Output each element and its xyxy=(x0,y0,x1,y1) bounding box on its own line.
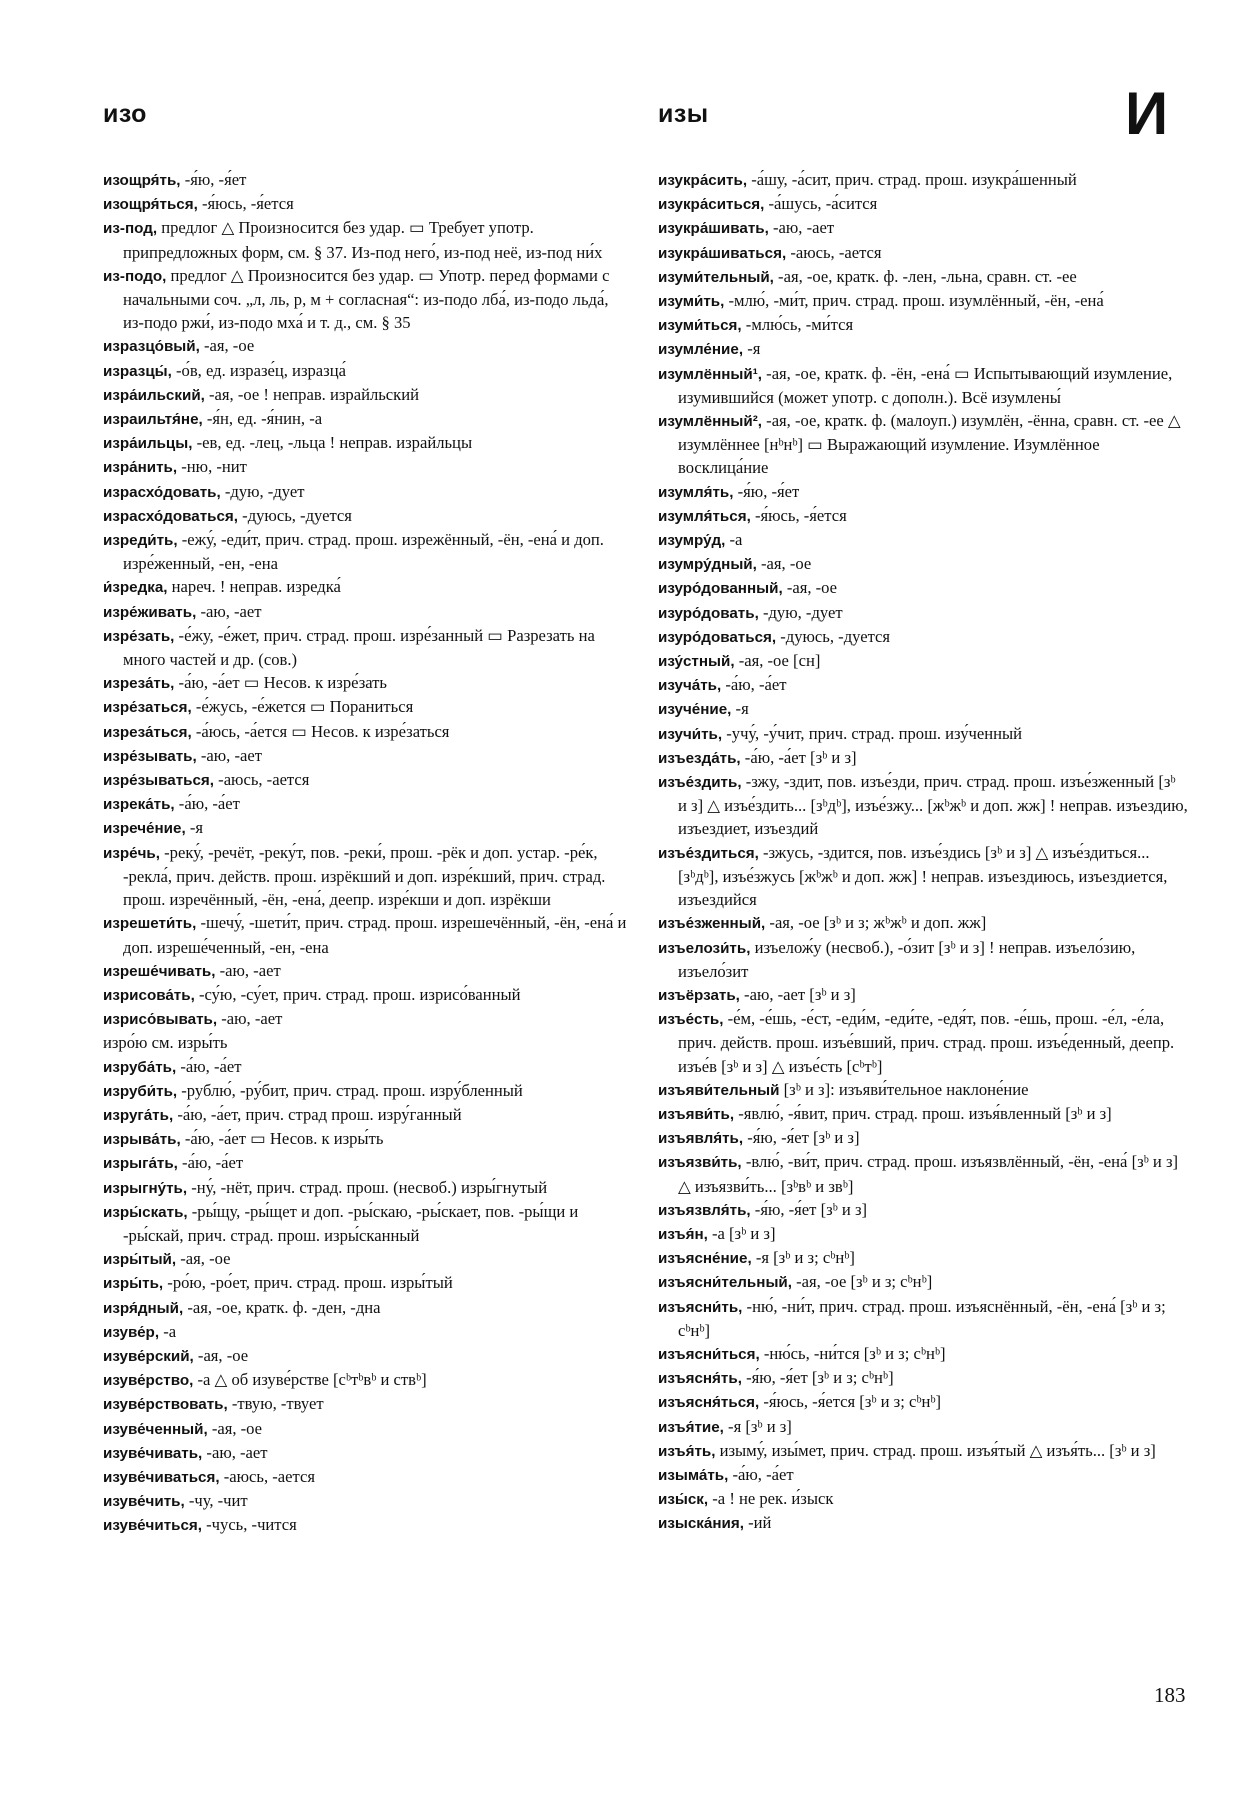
dictionary-entry xyxy=(658,1078,1188,1102)
entry-definition: -дую, -дует xyxy=(758,602,843,622)
entry-headword: изуро́довать, xyxy=(658,604,759,622)
entry-headword: изреза́ться, xyxy=(103,723,192,741)
entry-definition: -ню, -нит xyxy=(177,457,247,477)
entry-headword: изу́стный, xyxy=(658,653,735,671)
entry-headword: изреше́чивать, xyxy=(103,962,216,980)
entry-headword: изры́ть, xyxy=(103,1275,164,1293)
entry-definition: -я [зᵇ и з] xyxy=(723,1416,792,1436)
entry-headword: изъясня́ться, xyxy=(658,1394,760,1412)
entry-definition: -я xyxy=(743,339,761,359)
entry-headword: изразцо́вый, xyxy=(103,338,200,356)
entry-definition: -ая, -ое xyxy=(207,1418,263,1438)
entry-headword: изъе́здить, xyxy=(658,774,742,792)
entry-headword: изы́ск, xyxy=(658,1491,709,1509)
entry-definition: -я́юсь, -я́ется xyxy=(197,194,294,214)
entry-definition: -ежу́, -еди́т, прич. страд. прош. изрежённый, -ён, -ена́ и доп. изре́женный, -ен, -ена xyxy=(123,530,604,574)
entry-definition: -ая, -ое, кратк. ф. -лен, -льна, сравн. ст. -ее xyxy=(773,266,1077,286)
entry-definition: -а xyxy=(159,1321,177,1341)
dictionary-entry xyxy=(658,841,1188,912)
dictionary-entry xyxy=(103,1151,633,1175)
entry-definition: нареч. ! неправ. изредка́ xyxy=(167,577,341,597)
entry-headword: изрешети́ть, xyxy=(103,915,197,933)
dictionary-entry xyxy=(658,1150,1188,1197)
entry-headword: изрыга́ть, xyxy=(103,1155,178,1173)
entry-definition: -шечу́, -шети́т, прич. страд. прош. изрешечённый, -ён, -ена́ и доп. изреше́ченный, -ен, -ена xyxy=(123,913,627,957)
entry-definition: -ры́щу, -ры́щет и доп. -ры́скаю, -ры́скает, пов. -ры́щи и -ры́скай, прич. страд. прош. изры́сканный xyxy=(123,1201,579,1245)
entry-definition: -дую, -дует xyxy=(220,481,305,501)
entry-headword: изъезда́ть, xyxy=(658,749,741,767)
entry-definition: -аю, -ает xyxy=(196,601,262,621)
dictionary-entry xyxy=(103,720,633,744)
dictionary-entry xyxy=(658,1102,1188,1126)
entry-headword: изумле́ние, xyxy=(658,341,744,359)
entry-definition: -я xyxy=(731,699,749,719)
entry-definition: -а́ю, -а́ет xyxy=(177,1153,244,1173)
dictionary-entry xyxy=(103,575,633,599)
dictionary-entry xyxy=(103,407,633,431)
entry-definition: -е́жу, -е́жет, прич. страд. прош. изре́занный ▭ Разрезать на много частей и др. (сов.) xyxy=(123,625,595,670)
dictionary-entry xyxy=(658,313,1188,337)
entry-headword: изра́нить, xyxy=(103,459,178,477)
entry-definition: -ая, -ое xyxy=(756,554,812,574)
entry-definition: -ая, -ое xyxy=(193,1345,249,1365)
dictionary-entry xyxy=(103,1392,633,1416)
entry-definition: -аю, -ает xyxy=(215,960,281,980)
dictionary-entry xyxy=(658,265,1188,289)
dictionary-entry xyxy=(103,959,633,983)
dictionary-entry xyxy=(103,431,633,455)
dictionary-entry xyxy=(103,1344,633,1368)
entry-definition: -я́ю, -я́ет xyxy=(180,170,247,189)
entry-headword: изре́зываться, xyxy=(103,772,215,790)
entry-headword: изуми́тельный, xyxy=(658,268,774,286)
entry-definition: -зжу, -здит, пов. изъе́зди, прич. страд. прош. изъе́зженный [зᵇ и з] △ изъе́здить... [зᵇдᵇ], изъе́зжу... [жᵇжᵇ и доп. жж] ! неправ. изъездию, изъездиет, изъездий xyxy=(678,772,1188,839)
entry-definition: -аю, -ает xyxy=(768,218,835,238)
entry-headword: изуро́доваться, xyxy=(658,628,777,646)
entry-definition: изъелож́у (несвоб.), -о́зит [зᵇ и з] ! неправ. изъело́зию, изъело́зит xyxy=(678,937,1136,981)
dictionary-entry xyxy=(658,409,1188,480)
entry-headword: изумлённый², xyxy=(658,413,763,431)
dictionary-entry xyxy=(658,1246,1188,1270)
entry-headword: изуве́рство, xyxy=(103,1372,194,1390)
entry-definition: -а́ю, -а́ет [зᵇ и з] xyxy=(740,747,857,767)
entry-definition: -рублю́, -ру́бит, прич. страд. прош. изру́бленный xyxy=(177,1080,523,1100)
entry-headword: изумру́д, xyxy=(658,532,726,550)
entry-definition: -а ! не рек. и́зыск xyxy=(708,1489,834,1509)
dictionary-entry xyxy=(658,504,1188,528)
entry-definition: -реку́, -речёт, -реку́т, пов. -реки́, прош. -рёк и доп. устар. -ре́к, -рекла́, прич. действ. прош. изрёкший и доп. изре́кший, прич. страд. прош. изречённый, -ён, -ена́, деепр. изре́кши и доп. изрёкши xyxy=(123,842,606,910)
entry-headword: изрыгну́ть, xyxy=(103,1179,188,1197)
entry-definition: -дуюсь, -дуется xyxy=(776,626,891,646)
entry-headword: изъя́ть, xyxy=(658,1442,716,1460)
entry-definition: -я́ю, -я́ет [зᵇ и з; сᵇнᵇ] xyxy=(741,1368,894,1388)
entry-headword: изразцы́, xyxy=(103,362,172,380)
entry-headword: изъе́здиться, xyxy=(658,844,759,862)
dictionary-entry xyxy=(103,1247,633,1271)
entry-headword: изуча́ть, xyxy=(658,677,722,695)
entry-headword: изощря́ться, xyxy=(103,196,198,214)
entry-definition: -дуюсь, -дуется xyxy=(238,505,352,525)
dictionary-entry xyxy=(103,1271,633,1295)
dictionary-entry xyxy=(658,168,1188,192)
entry-headword: изуче́ние, xyxy=(658,701,732,719)
entry-headword: изре́зать, xyxy=(103,627,175,645)
dictionary-entry xyxy=(103,744,633,768)
dictionary-entry xyxy=(658,576,1188,600)
entry-headword: изъёрзать, xyxy=(658,986,740,1004)
right-running-head: изы xyxy=(658,100,709,128)
dictionary-entry xyxy=(658,1198,1188,1222)
dictionary-entry xyxy=(103,216,633,263)
entry-definition: -ий xyxy=(743,1513,772,1533)
entry-headword: изреза́ть, xyxy=(103,675,175,693)
entry-definition: -аю, -ает xyxy=(196,745,262,765)
dictionary-entry xyxy=(658,1222,1188,1246)
entry-definition: -а́юсь, -а́ется ▭ Несов. к изре́заться xyxy=(191,721,450,741)
dictionary-entry xyxy=(103,168,633,192)
entry-headword: изуве́чить, xyxy=(103,1493,185,1511)
entry-headword: изъясне́ние, xyxy=(658,1250,752,1268)
entry-headword: изумру́дный, xyxy=(658,556,757,574)
entry-headword: израсхо́довать, xyxy=(103,483,221,501)
entry-headword: изъелози́ть, xyxy=(658,939,751,957)
entry-headword: изре́живать, xyxy=(103,603,197,621)
dictionary-entry xyxy=(103,1103,633,1127)
entry-headword: изре́зывать, xyxy=(103,747,197,765)
dictionary-entry xyxy=(103,504,633,528)
dictionary-entry xyxy=(658,1511,1188,1535)
entry-definition: -ев, ед. -лец, -льца ! неправ. израйльцы xyxy=(192,433,473,453)
left-column xyxy=(103,168,633,1538)
entry-definition: -я́ю, -я́ет xyxy=(733,481,800,501)
entry-headword: изъясни́тельный, xyxy=(658,1274,792,1292)
entry-definition: -а́ю, -а́ет ▭ Несов. к изре́зать xyxy=(174,673,387,693)
entry-definition: -твую, -твует xyxy=(227,1394,324,1414)
entry-definition: -явлю́, -я́вит, прич. страд. прош. изъя́вленный [зᵇ и з] xyxy=(734,1103,1112,1123)
entry-definition: -а́ю, -а́ет xyxy=(721,675,787,695)
right-column xyxy=(658,168,1188,1536)
entry-definition: -аюсь, -ается xyxy=(219,1466,315,1486)
dictionary-entry xyxy=(658,1463,1188,1487)
dictionary-entry xyxy=(103,1055,633,1079)
dictionary-entry xyxy=(103,1176,633,1200)
dictionary-entry xyxy=(103,911,633,958)
entry-definition: -а́шу, -а́сит, прич. страд. прош. изукра́шенный xyxy=(747,170,1077,189)
dictionary-entry xyxy=(103,1296,633,1320)
entry-definition: -аюсь, -ается xyxy=(786,242,882,262)
dictionary-entry xyxy=(658,289,1188,313)
entry-headword: изумля́ть, xyxy=(658,483,734,501)
dictionary-entry xyxy=(658,216,1188,240)
entry-headword: изыма́ть, xyxy=(658,1466,729,1484)
entry-definition: -я́ю, -я́ет [зᵇ и з] xyxy=(743,1128,860,1148)
entry-headword: изрыва́ть, xyxy=(103,1131,181,1149)
dictionary-entry xyxy=(103,1007,633,1031)
entry-definition: -а xyxy=(725,530,743,550)
entry-definition: -а́ю, -а́ет xyxy=(176,1056,242,1076)
dictionary-entry xyxy=(658,911,1188,935)
entry-headword: изыска́ния, xyxy=(658,1515,744,1533)
entry-headword: изре́чь, xyxy=(103,844,160,862)
entry-headword: изрисо́вывать, xyxy=(103,1011,218,1029)
entry-headword: изуро́дованный, xyxy=(658,580,783,598)
entry-definition: -ая, -ое [сн] xyxy=(734,651,821,671)
entry-headword: изъяви́ть, xyxy=(658,1105,735,1123)
entry-definition: -я́ю, -я́ет [зᵇ и з] xyxy=(750,1199,868,1219)
entry-definition: -я [зᵇ и з; сᵇнᵇ] xyxy=(751,1248,855,1268)
dictionary-entry xyxy=(103,600,633,624)
entry-definition: -а́ю, -а́ет xyxy=(728,1464,794,1484)
entry-headword: изукра́сить, xyxy=(658,172,748,189)
entry-headword: изры́тый, xyxy=(103,1251,177,1269)
entry-definition: -ая, -ое, кратк. ф. (малоуп.) изумлён, -ённа, сравн. ст. -ее △ изумлённее [нᵇнᵇ] ▭ Выражающий изумление. Изумлённое восклица́ние xyxy=(678,411,1181,478)
dictionary-entry xyxy=(658,1342,1188,1366)
entry-definition: -я xyxy=(185,818,203,838)
entry-headword: изуве́чиваться, xyxy=(103,1468,220,1486)
entry-headword: изъя́тие, xyxy=(658,1418,724,1436)
entry-definition: -е́м, -е́шь, -е́ст, -еди́м, -еди́те, -едя́т, пов. -е́шь, прош. -е́л, -е́ла, прич. действ. прош. изъе́вший, прич. страд. прош. изъе́денный, деепр. изъе́в [зᵇ и з] △ изъе́сть [сᵇтᵇ] xyxy=(678,1009,1175,1076)
dictionary-entry xyxy=(103,192,633,216)
entry-definition: -а [зᵇ и з] xyxy=(707,1223,776,1243)
dictionary-entry xyxy=(103,1441,633,1465)
entry-definition: -аю, -ает xyxy=(217,1009,283,1029)
entry-definition: -а́ю, -а́ет xyxy=(174,794,240,814)
entry-headword: изра́ильцы, xyxy=(103,435,193,453)
dictionary-entry xyxy=(658,673,1188,697)
dictionary-entry xyxy=(658,983,1188,1007)
dictionary-entry xyxy=(103,455,633,479)
entry-headword: изуми́ть, xyxy=(658,293,725,311)
section-letter: И xyxy=(1125,80,1169,147)
entry-definition: предлог △ Произносится без удар. ▭ Употр. перед формами с начальными соч. „л, ль, р, м + согласная“: из-подо лба́, из-подо льда́, из-подо ржи́, из-подо мха́ и т. д., см. § 35 xyxy=(123,265,610,333)
entry-headword: изъясня́ть, xyxy=(658,1370,742,1388)
entry-headword: и́зредка, xyxy=(103,579,168,597)
dictionary-entry xyxy=(658,192,1188,216)
entry-definition: -аюсь, -ается xyxy=(214,770,310,790)
dictionary-entry xyxy=(103,1079,633,1103)
entry-headword: изумлённый¹, xyxy=(658,365,763,383)
dictionary-entry xyxy=(658,337,1188,361)
entry-headword: изря́дный, xyxy=(103,1299,184,1317)
entry-headword: изукра́ситься, xyxy=(658,196,765,214)
entry-definition: -я́юсь, -я́ется xyxy=(750,505,847,525)
dictionary-entry xyxy=(103,983,633,1007)
dictionary-entry xyxy=(658,936,1188,983)
entry-headword: изъязви́ть, xyxy=(658,1154,742,1172)
entry-definition: -чусь, -чится xyxy=(202,1515,297,1535)
entry-headword: изуве́р, xyxy=(103,1323,160,1341)
dictionary-entry xyxy=(658,362,1188,409)
dictionary-entry xyxy=(103,528,633,575)
dictionary-entry xyxy=(658,480,1188,504)
dictionary-entry xyxy=(658,770,1188,841)
entry-definition: -ая, -ое xyxy=(199,336,255,356)
entry-headword: из-под, xyxy=(103,220,158,238)
entry-headword: изре́заться, xyxy=(103,699,192,717)
dictionary-entry xyxy=(658,1390,1188,1414)
entry-headword: изуве́читься, xyxy=(103,1517,202,1535)
dictionary-entry xyxy=(658,1439,1188,1463)
entry-headword: изруба́ть, xyxy=(103,1058,177,1076)
entry-headword: изукра́шивать, xyxy=(658,220,769,238)
entry-headword: изъясни́ть, xyxy=(658,1298,743,1316)
dictionary-entry xyxy=(658,1366,1188,1390)
entry-definition: -о́в, ед. изразе́ц, изразца́ xyxy=(171,360,346,380)
dictionary-entry xyxy=(103,1200,633,1247)
dictionary-entry xyxy=(658,1126,1188,1150)
dictionary-entry xyxy=(103,841,633,912)
entry-headword: изруби́ть, xyxy=(103,1082,178,1100)
dictionary-entry xyxy=(103,383,633,407)
entry-headword: изощря́ть, xyxy=(103,172,181,189)
dictionary-entry xyxy=(658,697,1188,721)
entry-headword: изъязвля́ть, xyxy=(658,1201,751,1219)
entry-definition: -млю́, -ми́т, прич. страд. прош. изумлённый, -ён, -ена́ xyxy=(724,291,1104,311)
dictionary-entry xyxy=(658,552,1188,576)
entry-definition: [зᵇ и з]: изъяви́тельное наклоне́ние xyxy=(779,1079,1029,1099)
entry-headword: изуве́ченный, xyxy=(103,1420,208,1438)
entry-headword: из-подо, xyxy=(103,267,167,285)
entry-headword: изруга́ть, xyxy=(103,1106,174,1124)
entry-definition: -ро́ю, -ро́ет, прич. страд. прош. изры́тый xyxy=(163,1273,453,1293)
entry-definition: -а △ об изуве́рстве [сᵇтᵇвᵇ и ствᵇ] xyxy=(193,1370,427,1390)
entry-definition: -млю́сь, -ми́тся xyxy=(741,315,854,335)
dictionary-entry xyxy=(658,1487,1188,1511)
entry-headword: израильтя́не, xyxy=(103,411,203,429)
dictionary-entry xyxy=(103,359,633,383)
entry-headword: изрека́ть, xyxy=(103,796,175,814)
dictionary-entry xyxy=(103,816,633,840)
entry-definition: -влю́, -ви́т, прич. страд. прош. изъязвлённый, -ён, -ена́ [зᵇ и з] △ изъязви́ть... [зᵇвᵇ и звᵇ] xyxy=(678,1152,1179,1196)
entry-headword: изъе́сть, xyxy=(658,1011,724,1029)
entry-headword: изуве́рствовать, xyxy=(103,1396,228,1414)
dictionary-entry xyxy=(103,1489,633,1513)
entry-headword: изуми́ться, xyxy=(658,317,742,335)
entry-definition: изро́ю см. изры́ть xyxy=(103,1033,228,1053)
entry-definition: -е́жусь, -е́жется ▭ Пораниться xyxy=(191,697,414,717)
dictionary-entry xyxy=(103,768,633,792)
dictionary-entry xyxy=(103,671,633,695)
entry-headword: изры́скать, xyxy=(103,1203,188,1221)
entry-definition: -а́шусь, -а́сится xyxy=(764,194,878,214)
dictionary-entry xyxy=(103,792,633,816)
entry-headword: изумля́ться, xyxy=(658,507,751,525)
entry-headword: израсхо́доваться, xyxy=(103,507,239,525)
entry-definition: -ая, -ое ! неправ. израйльский xyxy=(204,384,419,404)
dictionary-entry xyxy=(103,480,633,504)
entry-headword: изуве́рский, xyxy=(103,1347,194,1365)
entry-headword: изъяви́тельный xyxy=(658,1081,780,1099)
dictionary-entry xyxy=(103,334,633,358)
entry-headword: изъявля́ть, xyxy=(658,1130,744,1148)
entry-definition: -чу, -чит xyxy=(184,1491,248,1511)
dictionary-entry xyxy=(103,695,633,719)
entry-headword: изуве́чивать, xyxy=(103,1444,203,1462)
dictionary-entry xyxy=(103,1465,633,1489)
dictionary-entry xyxy=(658,601,1188,625)
dictionary-entry xyxy=(103,1031,633,1054)
entry-headword: изъя́н, xyxy=(658,1225,708,1243)
dictionary-entry xyxy=(103,1368,633,1392)
dictionary-entry xyxy=(103,1320,633,1344)
entry-definition: -ая, -ое xyxy=(782,578,838,598)
entry-definition: -ну́, -нёт, прич. страд. прош. (несвоб.) изры́гнутый xyxy=(187,1177,548,1197)
dictionary-entry xyxy=(658,241,1188,265)
dictionary-entry xyxy=(658,722,1188,746)
dictionary-entry xyxy=(103,1417,633,1441)
dictionary-entry xyxy=(103,1127,633,1151)
entry-definition: -аю, -ает xyxy=(202,1442,268,1462)
entry-definition: -ая, -ое [зᵇ и з; сᵇнᵇ] xyxy=(791,1272,933,1292)
entry-headword: изъе́зженный, xyxy=(658,915,766,933)
entry-headword: изрисова́ть, xyxy=(103,986,195,1004)
entry-headword: изукра́шиваться, xyxy=(658,244,787,262)
entry-definition: -аю, -ает [зᵇ и з] xyxy=(739,984,856,1004)
dictionary-entry xyxy=(658,1415,1188,1439)
entry-headword: изучи́ть, xyxy=(658,725,723,743)
entry-definition: -су́ю, -су́ет, прич. страд. прош. изрисо́ванный xyxy=(194,984,521,1004)
entry-definition: -ая, -ое, кратк. ф. -ден, -дна xyxy=(183,1297,381,1317)
entry-definition: -я́н, ед. -я́нин, -а xyxy=(202,409,323,429)
entry-definition: -ая, -ое [зᵇ и з; жᵇжᵇ и доп. жж] xyxy=(765,913,987,933)
dictionary-entry xyxy=(658,649,1188,673)
entry-headword: изра́ильский, xyxy=(103,386,205,404)
entry-definition: -ню́сь, -ни́тся [зᵇ и з; сᵇнᵇ] xyxy=(759,1343,946,1363)
page-number: 183 xyxy=(1154,1683,1186,1707)
dictionary-entry xyxy=(658,625,1188,649)
entry-headword: изрече́ние, xyxy=(103,820,186,838)
entry-definition: предлог △ Произносится без удар. ▭ Требует употр. припредложных форм, см. § 37. Из-под него́, из-под неё, из-под ни́х xyxy=(123,218,603,262)
dictionary-entry xyxy=(658,746,1188,770)
dictionary-entry xyxy=(103,264,633,335)
entry-definition: -а́ю, -а́ет ▭ Несов. к изры́ть xyxy=(180,1129,384,1149)
dictionary-entry xyxy=(658,1295,1188,1342)
dictionary-entry xyxy=(103,624,633,671)
dictionary-entry xyxy=(658,528,1188,552)
dictionary-entry xyxy=(658,1270,1188,1294)
dictionary-entry xyxy=(103,1513,633,1537)
entry-definition: -я́юсь, -я́ется [зᵇ и з; сᵇнᵇ] xyxy=(759,1392,942,1412)
entry-headword: изъясни́ться, xyxy=(658,1345,760,1363)
entry-definition: -ню́, -ни́т, прич. страд. прош. изъяснённый, -ён, -ена́ [зᵇ и з; сᵇнᵇ] xyxy=(678,1296,1166,1340)
entry-definition: изыму́, изы́мет, прич. страд. прош. изъя́тый △ изъя́ть... [зᵇ и з] xyxy=(715,1440,1156,1460)
entry-definition: -ая, -ое xyxy=(176,1249,231,1269)
dictionary-entry xyxy=(658,1007,1188,1078)
entry-headword: изреди́ть, xyxy=(103,532,178,550)
entry-definition: -учу́, -у́чит, прич. страд. прош. изу́ченный xyxy=(722,723,1023,743)
entry-definition: -а́ю, -а́ет, прич. страд прош. изру́ганный xyxy=(173,1104,462,1124)
entry-definition: -зжусь, -здится, пов. изъе́здись [зᵇ и з] △ изъе́здиться... [зᵇдᵇ], изъе́зжусь [жᵇжᵇ и доп. жж] ! неправ. изъездиюсь, изъездиется, изъездийся xyxy=(678,842,1168,910)
entry-definition: -ая, -ое, кратк. ф. -ён, -ена́ ▭ Испытывающий изумление, изумившийся (может употр. с дополн.). Всё изумлены́ xyxy=(678,363,1173,407)
left-running-head: изо xyxy=(103,100,147,128)
